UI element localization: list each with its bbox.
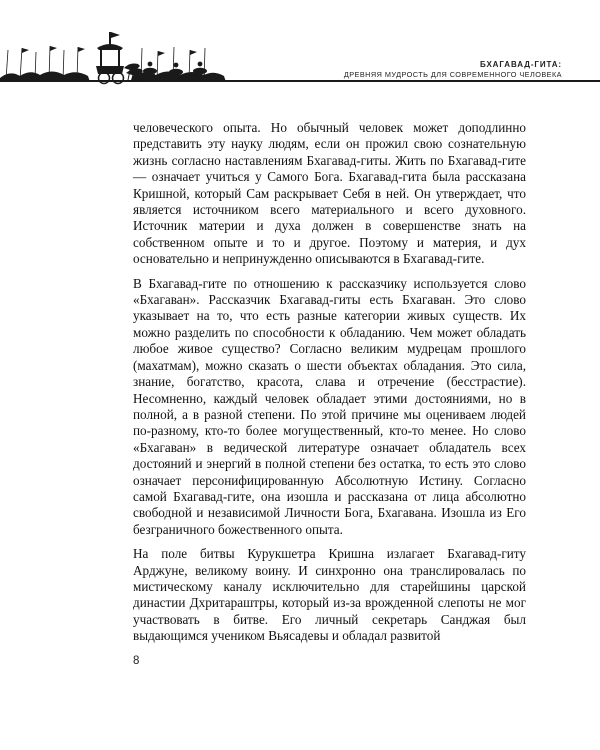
body-text xyxy=(133,120,526,653)
book-subtitle: ДРЕВНЯЯ МУДРОСТЬ ДЛЯ СОВРЕМЕННОГО ЧЕЛОВЕКА xyxy=(343,70,562,79)
page-number: 8 xyxy=(133,655,140,667)
paragraph: На поле битвы Курукшетра Кришна излагает Бхагавад-гиту Арджуне, великому воину. И синхронно она транслировалась по мистическому каналу исключительно для старейшины царской династии Дхритараштры, который из-за врожденной слепоты не мог участвовать в битве. Его личный секретарь Санджая был выдающимся учеником Вьясадевы и обладал развитой xyxy=(133,546,526,644)
page-header xyxy=(0,0,600,88)
paragraph: В Бхагавад-гите по отношению к рассказчику используется слово «Бхагаван». Рассказчик Бхагавад-гиты есть Бхагаван. Это слово указывает на то, что есть разные категории живых существ. Их можно разделить по способности к обладанию. Чем может обладать любое живое существо? Согласно великим мудрецам прошлого (махатмам), можно сказать о шести объектах обладания. Это сила, знание, богатство, красота, слава и отречение (бесстрастие). Несомненно, каждый человек обладает этими достояниями, но в полной, а в разной степени. По этой причине мы оцениваем людей по-разному, кто-то более могущественный, кто-то менее. Но слово «Бхагаван» в ведической литературе означает обладатель всех достояний и энергий в полной степени без остатка, то есть это слово означает персонифицированную Абсолютную Истину. Согласно самой Бхагавад-гите, она изошла и рассказана от лица абсолютно свободной и независимой Личности Бога, Бхагавана. Изошла из Его безграничного божественного опыта. xyxy=(133,275,526,537)
running-header xyxy=(344,60,562,80)
header-divider xyxy=(0,80,600,82)
paragraph: человеческого опыта. Но обычный человек может доподлинно представить эту науку людям, если он прожил свою сознательную жизнь согласно наставлениям Бхагавад-гиты. Жить по Бхагавад-гите — означает учиться у Самого Бога. Бхагавад-гита была рассказана Кришной, который Сам раскрывает Себя в ней. Он утверждает, что является источником всего материального и всего духовного. Источник материи и духа должен в совершенстве знать на собственном опыте и то и другое. Поэтому и материя, и дух основательно и непринужденно описываются в Бхагавад-гите. xyxy=(133,120,526,267)
book-title: БХАГАВАД-ГИТА: xyxy=(480,60,562,69)
